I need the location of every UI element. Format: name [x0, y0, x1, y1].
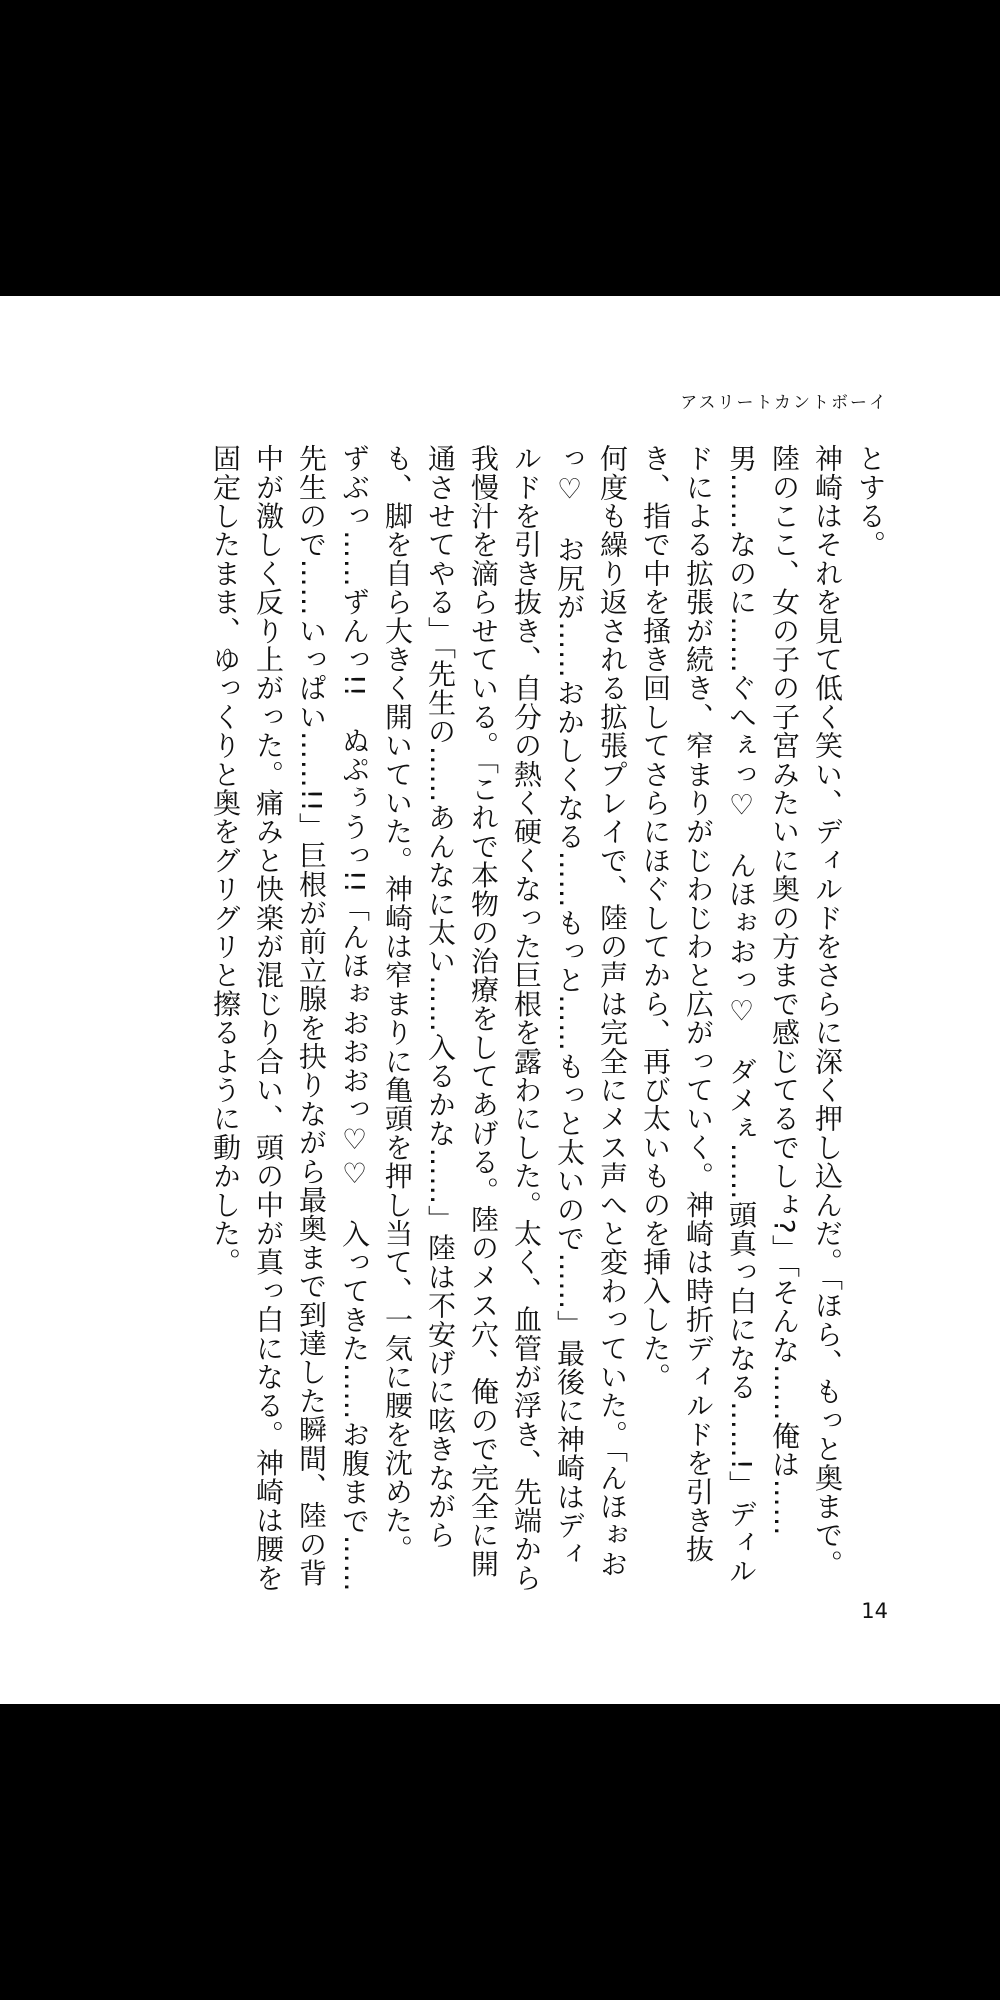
running-header: アスリートカントボーイ — [680, 393, 888, 413]
body-text — [204, 444, 892, 1596]
paragraph: 神崎はそれを見て低く笑い、ディルドをさらに深く押し込んだ。「ほら、もっと奥まで。陸のここ、女の子の子宮みたいに奥の方まで感じてるでしょ?」「そんな……俺は……男……なのに……ぐへぇっ♡ んほぉおっ♡ ダメぇ……頭真っ白になる……!」ディルドによる拡張が続き、窄まりがじわじわと広がっていく。神崎は時折ディルドを引き抜き、指で中を掻き回してさらにほぐしてから、再び太いものを挿入した。 — [639, 444, 844, 1586]
paragraph: ずぶっ……ずんっ!! ぬぷぅうっ!!「んほぉおおおっ♡♡ 入ってきた……お腹まで……先生ので……いっぱい……!!」巨根が前立腺を抉りながら最奥まで到達した瞬間、陸の背中が激しく反り上がった。痛みと快楽が混じり合い、頭の中が真っ白になる。神崎は腰を固定したまま、ゆっくりと奥をグリグリと擦るように動かした。 — [209, 444, 371, 1593]
book-page — [0, 296, 1000, 1704]
paragraph: 何度も繰り返される拡張プレイで、陸の声は完全にメス声へと変わっていた。「んほぉおっ♡ お尻が……おかしくなる……もっと……もっと太いので……」最後に神崎はディルドを引き抜き、自分の熱く硬くなった巨根を露わにした。太く、血管が浮き、先端から我慢汁を滴らせている。「これで本物の治療をしてあげる。陸のメス穴、俺ので完全に開通させてやる」「先生の……あんなに太い……入るかな……」陸は不安げに呟きながらも、脚を自ら大きく開いていた。神崎は窄まりに亀頭を押し当て、一気に腰を沈めた。 — [381, 444, 629, 1593]
paragraph: とする。 — [854, 444, 887, 559]
page-number: 14 — [861, 1599, 888, 1623]
